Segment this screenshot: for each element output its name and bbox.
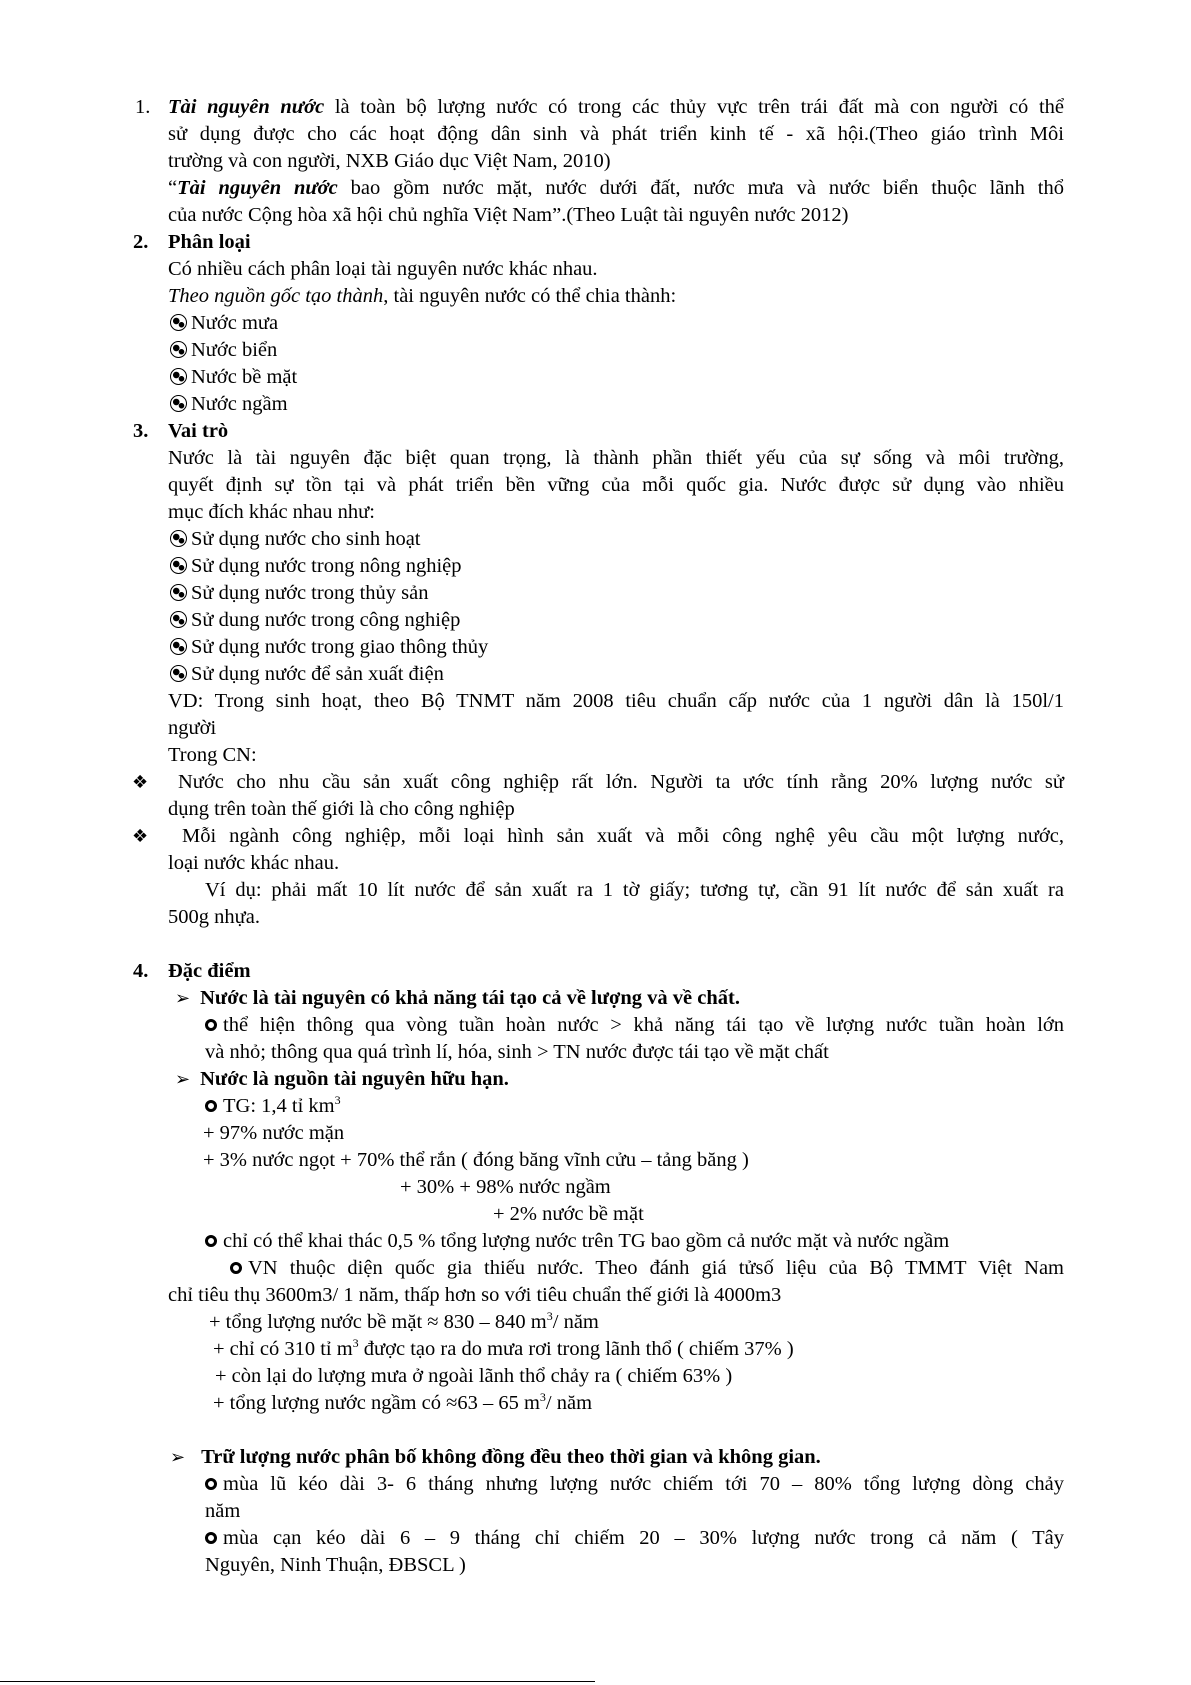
s1-line-5: của nước Cộng hòa xã hội chủ nghĩa Việt Nam”.(Theo Luật tài nguyên nước 2012) xyxy=(168,204,849,226)
s3-example-line-2: người xyxy=(168,717,217,739)
globe-icon xyxy=(170,530,187,547)
ring-bullet-icon xyxy=(205,1478,217,1490)
s4-surface-share: + 2% nước bề mặt xyxy=(493,1203,644,1225)
section-4-title: Đặc điểm xyxy=(168,960,251,982)
footer-divider xyxy=(0,1681,595,1682)
s3-item: Sử dung nước trong công nghiệp xyxy=(170,607,460,634)
s2-item: Nước mưa xyxy=(170,310,278,337)
section-1-number: 1. xyxy=(135,96,151,118)
globe-icon xyxy=(170,368,187,385)
s3-bullet-1-line-2: dụng trên toàn thế giới là cho công nghiệp xyxy=(168,798,515,820)
globe-icon xyxy=(170,341,187,358)
s4-exploitable: chỉ có thể khai thác 0,5 % tổng lượng nước trên TG bao gồm cả nước mặt và nước ngầm xyxy=(205,1228,949,1255)
s4-h1-line-1: thể hiện thông qua vòng tuần hoàn nước > khả năng tái tạo về lượng nước tuần hoàn lớn xyxy=(205,1012,1064,1039)
globe-icon xyxy=(170,557,187,574)
section-2-title: Phân loại xyxy=(168,231,251,253)
ring-bullet-icon xyxy=(205,1019,217,1031)
s4-flood-line-2: năm xyxy=(205,1500,241,1522)
ring-bullet-icon xyxy=(205,1532,217,1544)
s1-line-2: sử dụng được cho các hoạt động dân sinh và phát triển kinh tế - xã hội.(Theo giáo trình Môi xyxy=(168,123,1064,145)
s4-flood-line-1: mùa lũ kéo dài 3- 6 tháng nhưng lượng nước chiếm tới 70 – 80% tổng lượng dòng chảy xyxy=(205,1471,1064,1498)
s4-salt-water: + 97% nước mặn xyxy=(203,1122,345,1144)
s3-bullet-2-line-1: Mỗi ngành công nghiệp, mỗi loại hình sản xuất và mỗi công nghệ yêu cầu một lượng nước, xyxy=(182,825,1064,847)
s2-line-2: Theo nguồn gốc tạo thành, tài nguyên nước có thể chia thành: xyxy=(168,285,677,307)
s4-heading-1: ➢ Nước là tài nguyên có khả năng tái tạo cả về lượng và về chất. xyxy=(175,987,740,1009)
section-4-number: 4. xyxy=(133,960,149,982)
s3-item: Sử dụng nước trong giao thông thủy xyxy=(170,634,488,661)
globe-icon xyxy=(170,638,187,655)
s3-item: Sử dụng nước trong thủy sản xyxy=(170,580,428,607)
arrow-bullet-icon: ➢ xyxy=(170,1447,186,1468)
s4-dry-line-1: mùa cạn kéo dài 6 – 9 tháng chỉ chiếm 20 – 30% lượng nước trong cả năm ( Tây xyxy=(205,1525,1064,1552)
s4-heading-3: ➢ Trữ lượng nước phân bố không đồng đều theo thời gian và không gian. xyxy=(170,1446,821,1468)
s2-item: Nước biển xyxy=(170,337,277,364)
s2-item: Nước bề mặt xyxy=(170,364,297,391)
s3-example-2-line-2: 500g nhựa. xyxy=(168,906,260,928)
section-3-title: Vai trò xyxy=(168,420,229,442)
section-3-number: 3. xyxy=(133,420,149,442)
ring-bullet-icon xyxy=(205,1100,217,1112)
s4-dry-line-2: Nguyên, Ninh Thuận, ĐBSCL ) xyxy=(205,1554,466,1576)
s3-industry-label: Trong CN: xyxy=(168,744,257,766)
arrow-bullet-icon: ➢ xyxy=(175,1069,191,1090)
globe-icon xyxy=(170,584,187,601)
s4-heading-2: ➢ Nước là nguồn tài nguyên hữu hạn. xyxy=(175,1068,509,1090)
ring-bullet-icon xyxy=(205,1235,217,1247)
diamond-bullet-icon: ❖ xyxy=(132,772,149,793)
s4-outside-share: + còn lại do lượng mưa ở ngoài lãnh thổ chảy ra ( chiếm 63% ) xyxy=(215,1365,733,1387)
s3-item: Sử dụng nước trong nông nghiệp xyxy=(170,553,462,580)
s2-line-1: Có nhiều cách phân loại tài nguyên nước khác nhau. xyxy=(168,258,598,280)
s3-example-line-1: VD: Trong sinh hoạt, theo Bộ TNMT năm 2008 tiêu chuẩn cấp nước của 1 người dân là 150l/1 xyxy=(168,690,1064,712)
s4-h1-line-2: và nhỏ; thông qua quá trình lí, hóa, sinh > TN nước được tái tạo về mặt chất xyxy=(205,1041,829,1063)
s1-term: Tài nguyên nước xyxy=(168,96,325,118)
globe-icon xyxy=(170,665,187,682)
s3-bullet-2-line-2: loại nước khác nhau. xyxy=(168,852,340,874)
s4-vn-line-1: VN thuộc diện quốc gia thiếu nước. Theo đánh giá tửsố liệu của Bộ TMMT Việt Nam xyxy=(230,1255,1064,1282)
s1-line-1: Tài nguyên nước là toàn bộ lượng nước có trong các thủy vực trên trái đất mà con người có thể xyxy=(168,96,1064,118)
s3-item: Sử dụng nước cho sinh hoạt xyxy=(170,526,421,553)
ring-bullet-icon xyxy=(230,1262,242,1274)
s4-rain-share: + chỉ có 310 tỉ $m^3$ được tạo ra do mưa rơi trong lãnh thổ ( chiếm 37% ) xyxy=(213,1336,794,1360)
s3-example-2-line-1: Ví dụ: phải mất 10 lít nước để sản xuất ra 1 tờ giấy; tương tự, cần 91 lít nước để sản xuất ra xyxy=(205,879,1064,901)
globe-icon xyxy=(170,395,187,412)
s1-line-4: “Tài nguyên nước bao gồm nước mặt, nước dưới đất, nước mưa và nước biển thuộc lãnh thổ xyxy=(168,177,1064,199)
s4-vn-line-2: chỉ tiêu thụ 3600m3/ 1 năm, thấp hơn so với tiêu chuẩn thế giới là 4000m3 xyxy=(168,1284,782,1306)
s3-item: Sử dụng nước để sản xuất điện xyxy=(170,661,444,688)
globe-icon xyxy=(170,611,187,628)
diamond-bullet-icon: ❖ xyxy=(132,826,149,847)
s3-para-line-2: quyết định sự tồn tại và phát triển bền vững của mỗi quốc gia. Nước được sử dụng vào nhiều xyxy=(168,474,1064,496)
s4-groundwater-share: + 30% + 98% nước ngầm xyxy=(400,1176,611,1198)
arrow-bullet-icon: ➢ xyxy=(175,988,191,1009)
section-2-number: 2. xyxy=(133,231,149,253)
s3-para-line-3: mục đích khác nhau như: xyxy=(168,501,375,523)
s4-fresh-water: + 3% nước ngọt + 70% thể rắn ( đóng băng vĩnh cửu – tảng băng ) xyxy=(203,1149,749,1171)
globe-icon xyxy=(170,314,187,331)
s2-item: Nước ngầm xyxy=(170,391,288,418)
s4-world-total: TG: 1,4 tỉ $km^3$ xyxy=(205,1093,341,1120)
s3-bullet-1-line-1: Nước cho nhu cầu sản xuất công nghiệp rất lớn. Người ta ước tính rằng 20% lượng nước sử xyxy=(178,771,1064,793)
s4-surface-total: + tổng lượng nước bề mặt ≈ 830 – 840 $m^3/$ năm xyxy=(209,1309,599,1333)
s3-para-line-1: Nước là tài nguyên đặc biệt quan trọng, là thành phần thiết yếu của sự sống và môi trường, xyxy=(168,447,1064,469)
s1-line-3: trường và con người, NXB Giáo dục Việt Nam, 2010) xyxy=(168,150,611,172)
s4-groundwater-total: + tổng lượng nước ngầm có ≈63 – 65 $m^3/$ năm xyxy=(213,1390,593,1414)
